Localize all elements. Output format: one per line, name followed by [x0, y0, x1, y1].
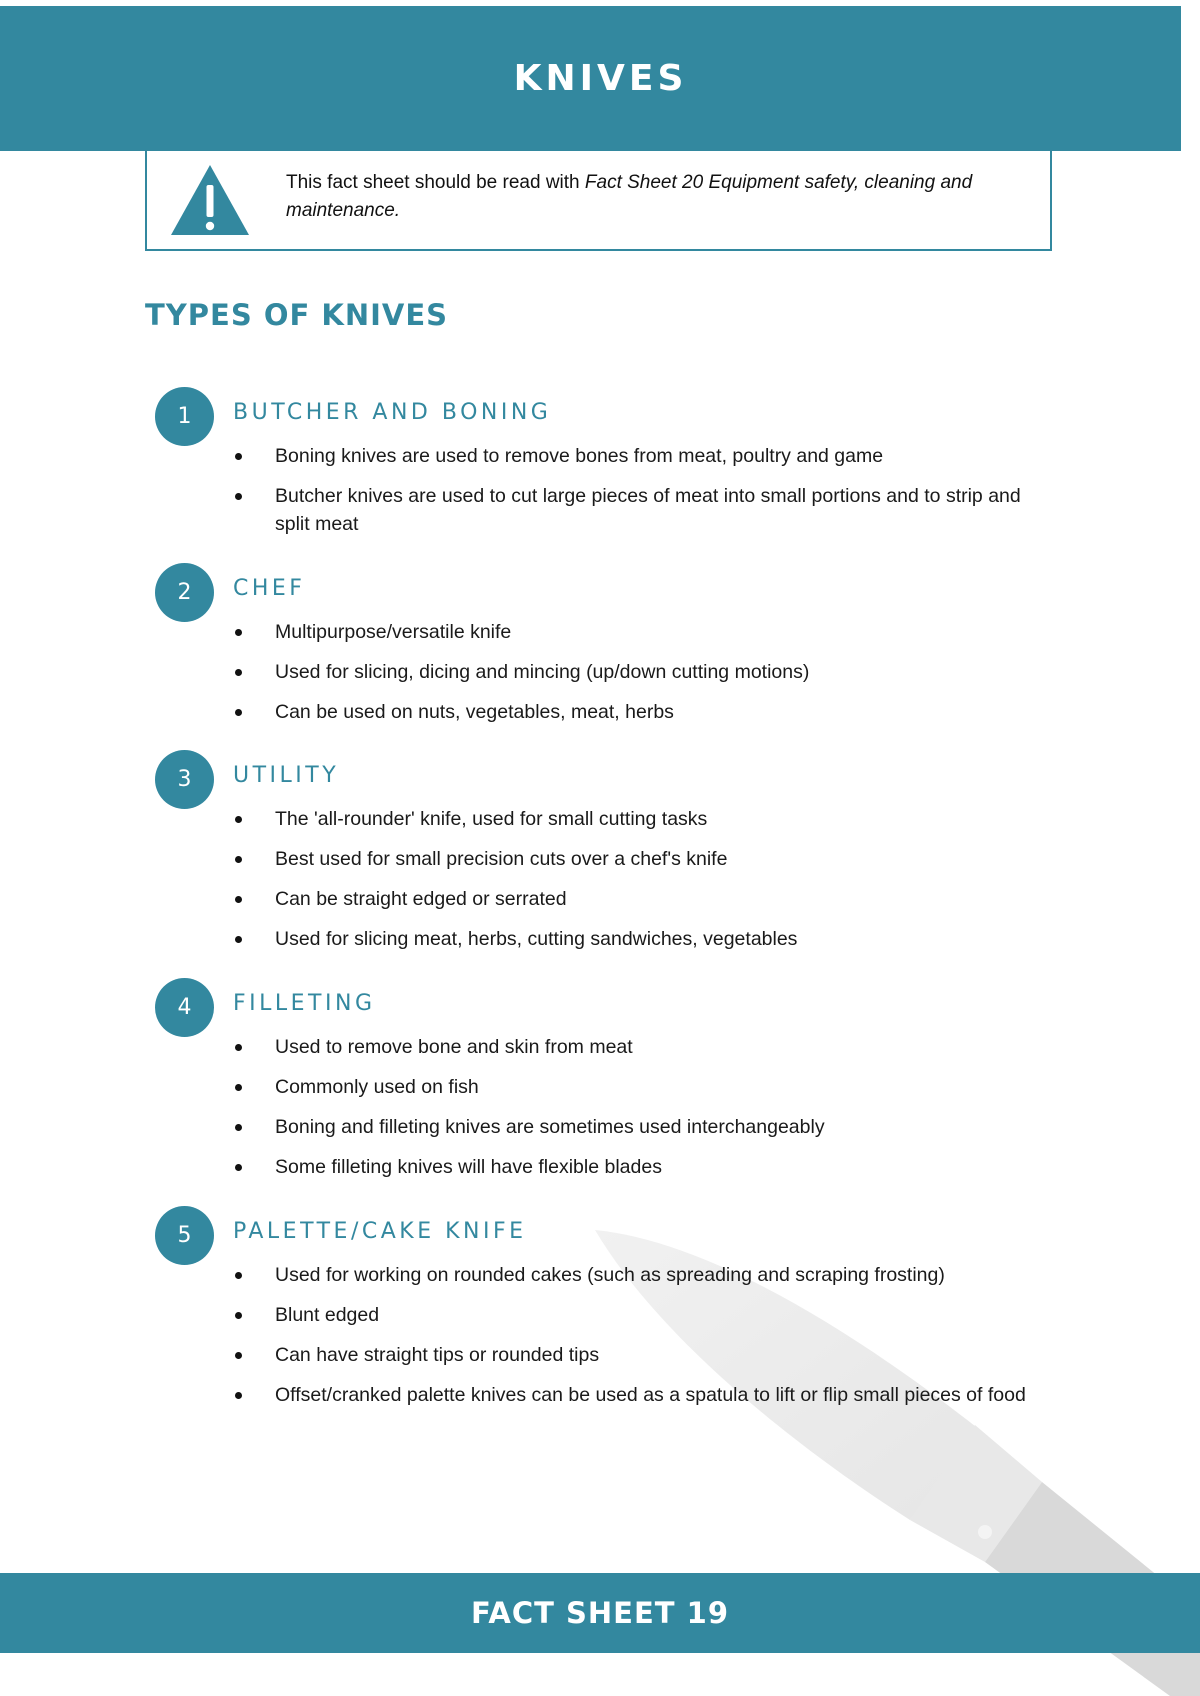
notice-text-suffix: . [394, 200, 401, 221]
list-item: Boning and filleting knives are sometimes used interchangeably [232, 1113, 1032, 1141]
bullet-list [232, 1033, 1032, 1193]
list-item: Can be used on nuts, vegetables, meat, herbs [232, 698, 1032, 726]
list-item: Can have straight tips or rounded tips [232, 1341, 1032, 1369]
list-item: Used for working on rounded cakes (such as spreading and scraping frosting) [232, 1261, 1032, 1289]
bullet-list [232, 805, 1032, 965]
warning-icon [169, 163, 251, 237]
notice-text-prefix: This fact sheet should be read with [286, 172, 585, 193]
bullet-list [232, 442, 1032, 550]
list-item: Best used for small precision cuts over a chef's knife [232, 845, 1032, 873]
header-band [0, 6, 1181, 151]
notice-text [286, 169, 1036, 225]
bullet-list [232, 618, 1032, 738]
list-item: Some filleting knives will have flexible blades [232, 1153, 1032, 1181]
list-item: Blunt edged [232, 1301, 1032, 1329]
list-item: Commonly used on fish [232, 1073, 1032, 1101]
footer-title: FACT SHEET 19 [470, 1596, 730, 1630]
group-title: PALETTE/CAKE KNIFE [233, 1219, 527, 1244]
number-badge: 4 [155, 978, 214, 1037]
list-item: Butcher knives are used to cut large pieces of meat into small portions and to strip and split meat [232, 482, 1032, 538]
number-badge: 2 [155, 563, 214, 622]
notice-text-reference: Fact Sheet 20 Equipment safety, cleaning and maintenance [286, 172, 973, 221]
page-title: KNIVES [513, 58, 688, 99]
list-item: Boning knives are used to remove bones from meat, poultry and game [232, 442, 1032, 470]
list-item: Used for slicing, dicing and mincing (up/down cutting motions) [232, 658, 1032, 686]
group-title: BUTCHER AND BONING [233, 400, 552, 425]
group-title: UTILITY [233, 763, 340, 788]
bullet-list [232, 1261, 1032, 1421]
list-item: Multipurpose/versatile knife [232, 618, 1032, 646]
list-item: The 'all-rounder' knife, used for small cutting tasks [232, 805, 1032, 833]
footer-band [0, 1573, 1200, 1653]
list-item: Used to remove bone and skin from meat [232, 1033, 1032, 1061]
number-badge: 5 [155, 1206, 214, 1265]
group-title: FILLETING [233, 991, 376, 1016]
group-title: CHEF [233, 576, 306, 601]
number-badge: 1 [155, 387, 214, 446]
list-item: Can be straight edged or serrated [232, 885, 1032, 913]
list-item: Offset/cranked palette knives can be used as a spatula to lift or flip small pieces of food [232, 1381, 1032, 1409]
list-item: Used for slicing meat, herbs, cutting sandwiches, vegetables [232, 925, 1032, 953]
number-badge: 3 [155, 750, 214, 809]
notice-box [145, 151, 1052, 251]
section-heading: TYPES OF KNIVES [145, 298, 449, 332]
